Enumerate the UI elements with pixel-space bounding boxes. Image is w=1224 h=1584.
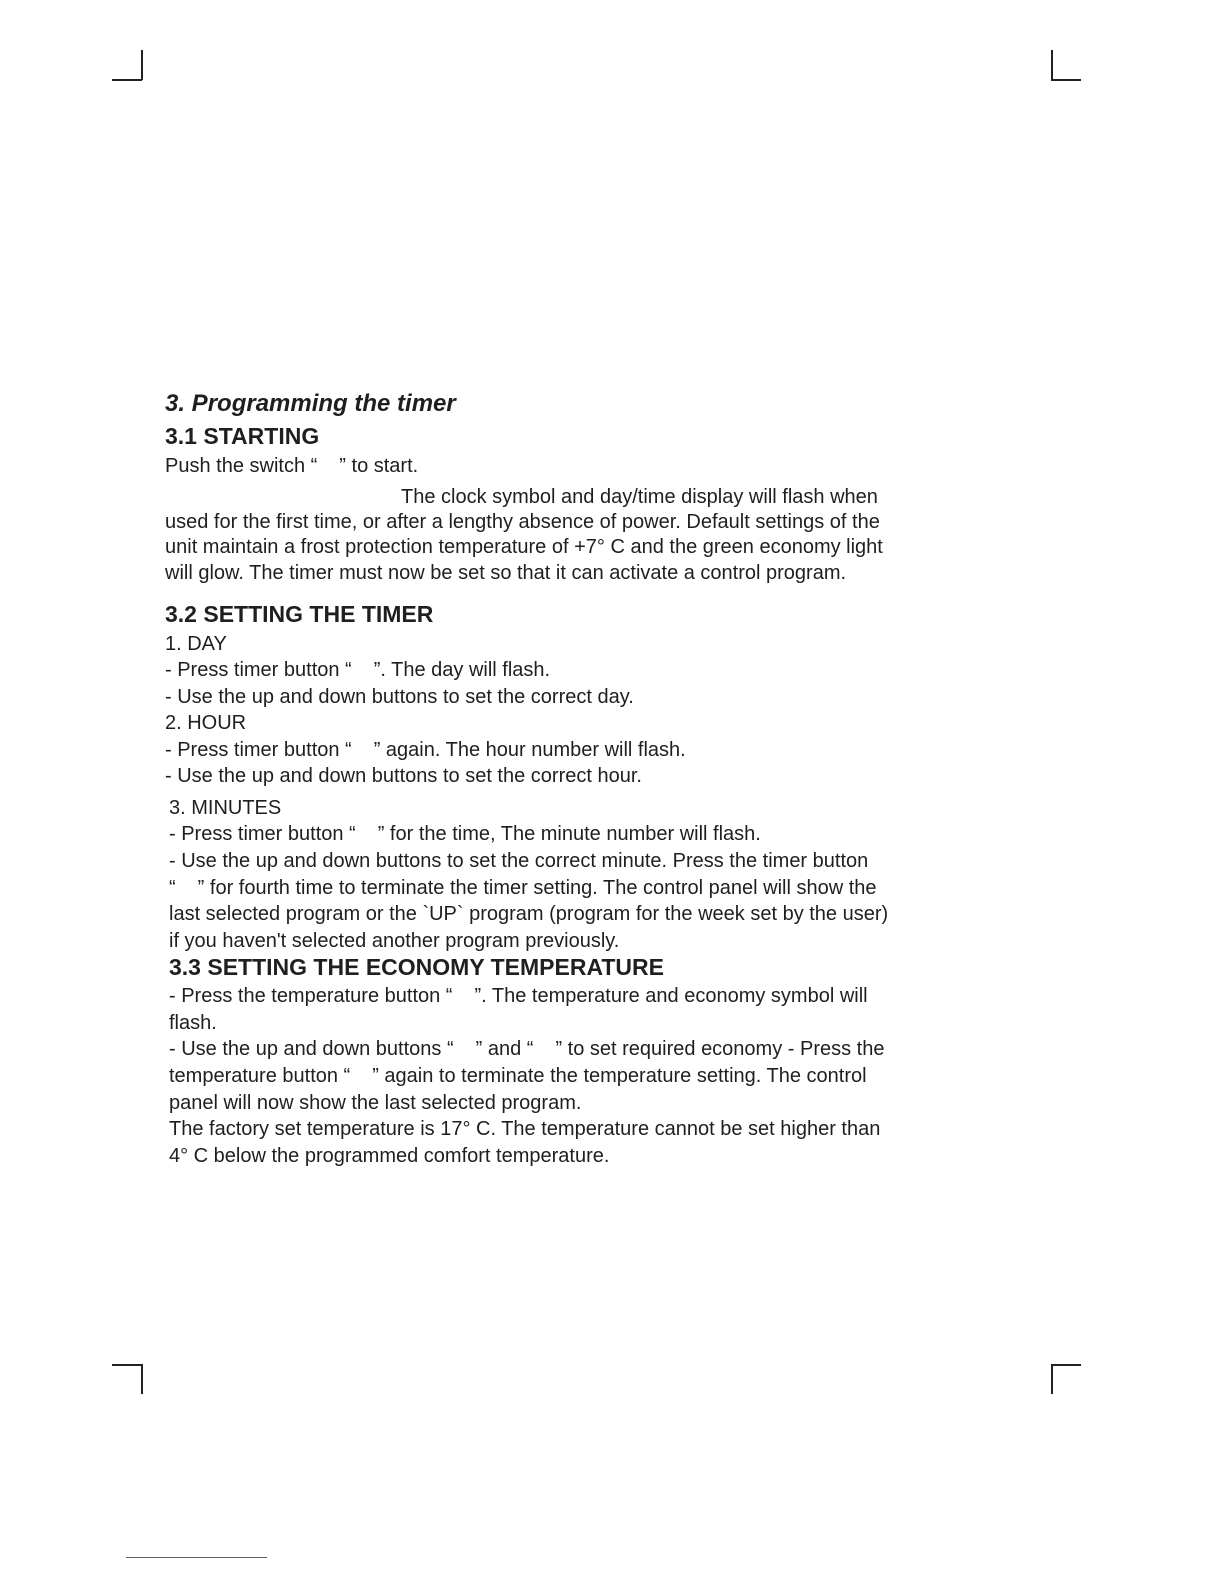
day-step-2: - Use the up and down buttons to set the correct day. <box>165 686 634 708</box>
economy-line-7: 4° C below the programmed comfort temperature. <box>169 1145 610 1167</box>
minutes-step-4: last selected program or the `UP` program (program for the week set by the user) <box>169 903 889 925</box>
starting-para-line-1: The clock symbol and day/time display will flash when <box>401 486 878 508</box>
day-label: 1. DAY <box>165 633 227 655</box>
minutes-step-2: - Use the up and down buttons to set the correct minute. Press the timer button <box>169 850 869 872</box>
economy-line-6: The factory set temperature is 17° C. The temperature cannot be set higher than <box>169 1118 881 1140</box>
economy-line-3-text-c: ” to set required economy - Press the <box>555 1038 885 1060</box>
minutes-step-3 <box>169 876 877 900</box>
day-step-1-text-a: - Press timer button “ <box>165 659 352 681</box>
heading-starting: 3.1 STARTING <box>165 423 320 449</box>
economy-line-2: flash. <box>169 1012 217 1034</box>
hour-label: 2. HOUR <box>165 712 247 734</box>
minutes-step-3-text-b: ” for fourth time to terminate the timer setting. The control panel will show the <box>197 877 877 899</box>
push-switch-line <box>165 454 418 478</box>
economy-line-5: panel will now show the last selected program. <box>169 1092 582 1114</box>
economy-line-1-text-b: ”. The temperature and economy symbol will <box>474 985 868 1007</box>
section-title: 3. Programming the timer <box>165 390 456 417</box>
heading-setting-timer: 3.2 SETTING THE TIMER <box>165 601 434 627</box>
minutes-step-5: if you haven't selected another program previously. <box>169 930 620 952</box>
hour-step-1-text-a: - Press timer button “ <box>165 739 352 761</box>
hour-step-1-text-b: ” again. The hour number will flash. <box>373 739 686 761</box>
economy-line-3-text-a: - Use the up and down buttons “ <box>169 1038 454 1060</box>
economy-line-3 <box>169 1037 884 1061</box>
economy-line-1 <box>169 984 868 1008</box>
day-step-1-text-b: ”. The day will flash. <box>373 659 551 681</box>
minutes-label: 3. MINUTES <box>169 797 282 819</box>
minutes-step-1-text-a: - Press timer button “ <box>169 823 356 845</box>
day-step-1 <box>165 658 550 682</box>
economy-line-4-text-a: temperature button “ <box>169 1065 351 1087</box>
economy-line-1-text-a: - Press the temperature button “ <box>169 985 453 1007</box>
hour-step-2: - Use the up and down buttons to set the correct hour. <box>165 765 642 787</box>
hour-step-1 <box>165 738 686 762</box>
starting-para-line-3: unit maintain a frost protection temperature of +7° C and the green economy light <box>165 536 883 558</box>
heading-economy-temperature: 3.3 SETTING THE ECONOMY TEMPERATURE <box>169 954 664 980</box>
minutes-step-3-text-a: “ <box>169 877 176 899</box>
footer-rule <box>126 1557 267 1558</box>
starting-para-line-4: will glow. The timer must now be set so that it can activate a control program. <box>165 562 847 584</box>
economy-line-3-text-b: ” and “ <box>475 1038 534 1060</box>
push-switch-text-a: Push the switch “ <box>165 455 318 477</box>
starting-para-line-2: used for the first time, or after a lengthy absence of power. Default settings of the <box>165 511 880 533</box>
minutes-step-1-text-b: ” for the time, The minute number will flash. <box>377 823 761 845</box>
economy-line-4 <box>169 1064 867 1088</box>
economy-line-4-text-b: ” again to terminate the temperature setting. The control <box>372 1065 867 1087</box>
push-switch-text-b: ” to start. <box>339 455 419 477</box>
minutes-step-1 <box>169 822 761 846</box>
